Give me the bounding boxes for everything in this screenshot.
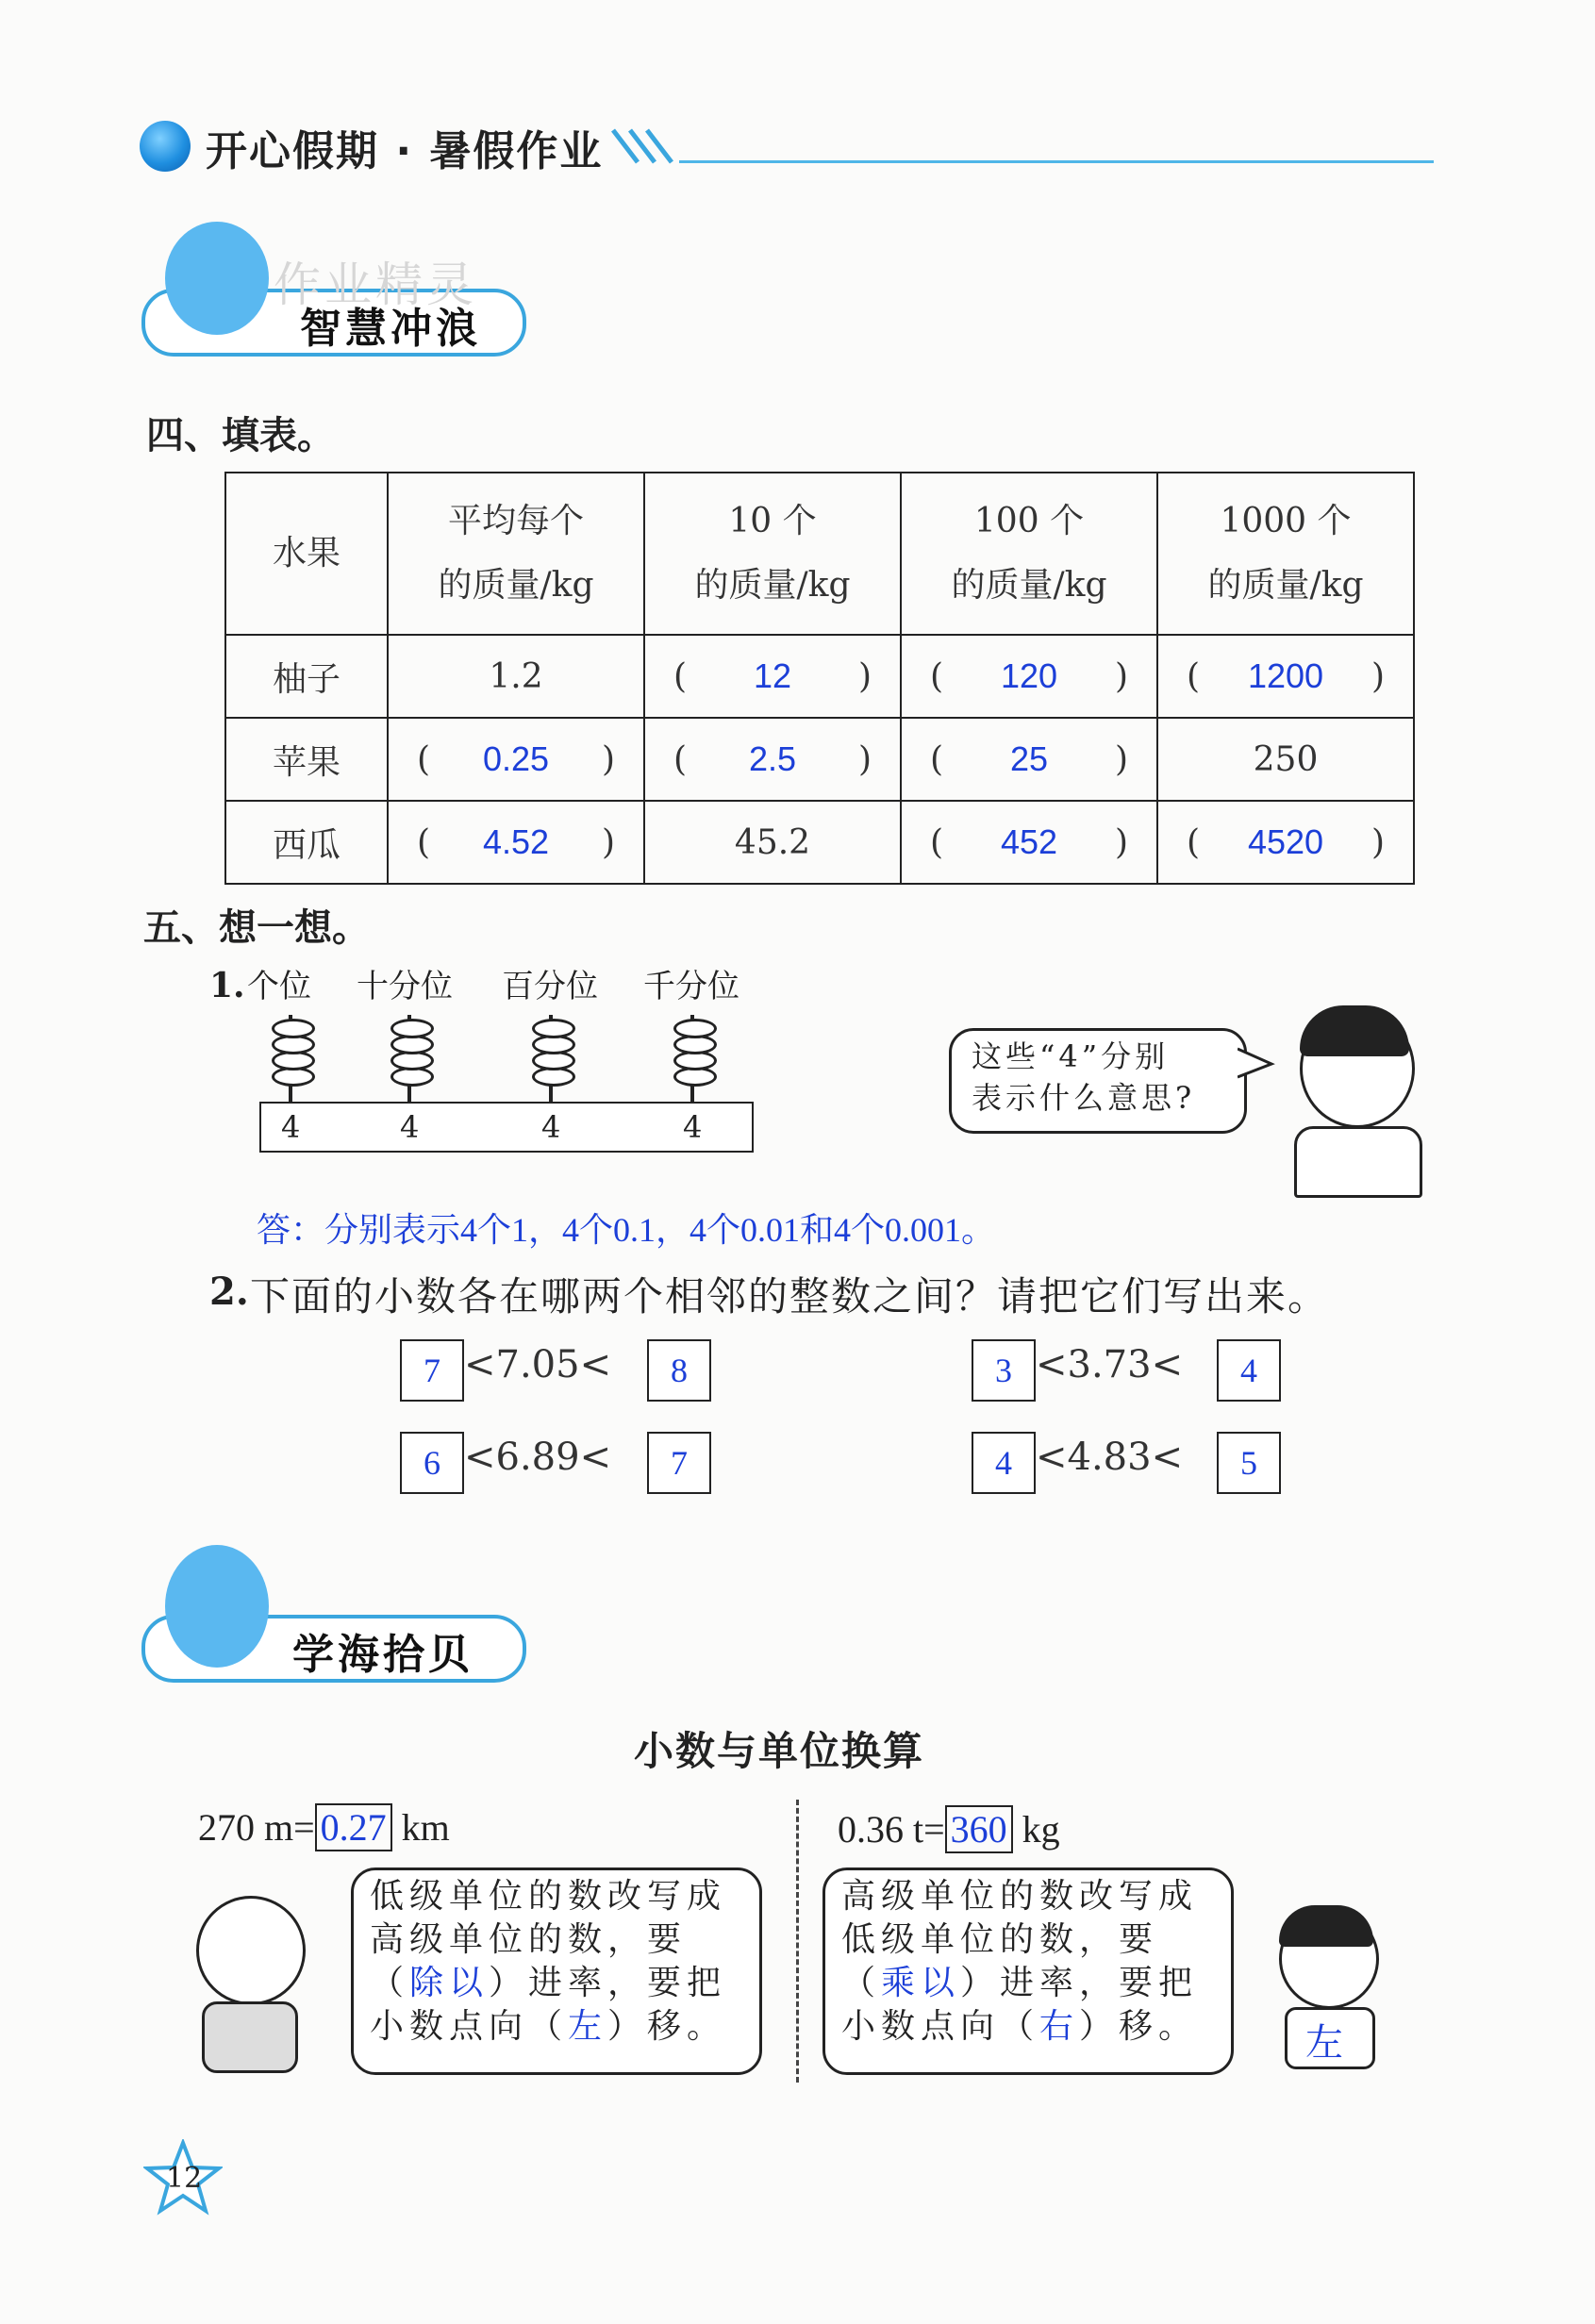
q5-heading: 五、想一想。	[143, 906, 370, 950]
answer-box[interactable]: 6	[400, 1432, 464, 1494]
place-label: 千分位	[643, 968, 739, 1005]
abacus-digit: 4	[683, 1109, 703, 1145]
place-label: 十分位	[357, 968, 453, 1005]
page-header-title: 开心假期 · 暑假作业	[206, 127, 604, 175]
answer-box[interactable]: 0.27	[315, 1803, 392, 1851]
header-bullet-icon	[140, 121, 191, 172]
answer-text: 452	[1000, 822, 1058, 861]
bear-mascot-icon	[165, 1545, 269, 1668]
section-badge-wisdom-label: 智慧冲浪	[300, 305, 481, 353]
answer-box[interactable]: 7	[647, 1432, 711, 1494]
answer-text: 4.52	[482, 822, 550, 861]
abacus-bead	[272, 1019, 315, 1038]
q4-heading: 四、填表。	[146, 414, 335, 457]
table-header-cell: 1000 个 的质量/kg	[1157, 473, 1414, 635]
abacus-bead	[532, 1019, 575, 1038]
answer-box[interactable]: 360	[945, 1805, 1013, 1853]
header-rule	[679, 160, 1434, 163]
table-cell: 45.2	[644, 801, 901, 884]
table-row	[225, 635, 1414, 718]
header-stripes-icon	[609, 123, 685, 170]
answer-box[interactable]: 8	[647, 1339, 711, 1402]
inequality-text: <3.73<	[1036, 1343, 1184, 1386]
table-row	[225, 718, 1414, 801]
q5-p1-number: 1.	[209, 966, 245, 1005]
inequality-text: <4.83<	[1036, 1436, 1184, 1479]
answer-box[interactable]: 4	[972, 1432, 1036, 1494]
girl-cartoon-icon	[196, 1896, 306, 2005]
abacus-base	[259, 1102, 754, 1153]
section-badge-learn-label: 学海拾贝	[292, 1631, 474, 1679]
abacus-digit: 4	[281, 1109, 301, 1145]
abacus-bead	[673, 1019, 717, 1038]
boy-hair-icon	[1300, 1005, 1409, 1056]
answer-text: 120	[1000, 656, 1058, 695]
row-label: 西瓜	[225, 801, 388, 884]
table-cell[interactable]: ( 1200 )	[1157, 635, 1414, 718]
answer-text: 0.25	[482, 739, 550, 778]
place-label: 个位	[247, 968, 311, 1005]
table-cell[interactable]: ( 452 )	[901, 801, 1157, 884]
inequality-text: <7.05<	[464, 1343, 612, 1386]
table-header-cell: 水果	[225, 473, 388, 635]
answer-box[interactable]: 5	[1217, 1432, 1281, 1494]
answer-text: 25	[1009, 739, 1049, 778]
table-cell[interactable]: ( 25 )	[901, 718, 1157, 801]
speech-bubble-tail	[1238, 1045, 1275, 1083]
abacus-digit: 4	[400, 1109, 420, 1145]
abacus-bead	[390, 1019, 434, 1038]
q5-p2-number: 2.	[209, 1270, 249, 1314]
watermark-text: 作业精灵	[274, 257, 477, 312]
table-header-cell: 100 个 的质量/kg	[901, 473, 1157, 635]
answer-box[interactable]: 4	[1217, 1339, 1281, 1402]
table-cell[interactable]: ( 12 )	[644, 635, 901, 718]
page-number: 12	[166, 2162, 203, 2195]
abacus-digit: 4	[541, 1109, 561, 1145]
table-cell[interactable]: ( 0.25 )	[388, 718, 644, 801]
table-cell[interactable]: ( 4520 )	[1157, 801, 1414, 884]
boy-hair-icon	[1279, 1905, 1373, 1947]
boy-body-icon	[1294, 1126, 1422, 1198]
conversion-left: 270 m= 0.27 km	[198, 1803, 450, 1851]
table-cell[interactable]: ( 120 )	[901, 635, 1157, 718]
answer-box[interactable]: 3	[972, 1339, 1036, 1402]
divider	[796, 1800, 799, 2083]
row-label: 苹果	[225, 718, 388, 801]
table-header-cell: 10 个 的质量/kg	[644, 473, 901, 635]
table-cell[interactable]: ( 4.52 )	[388, 801, 644, 884]
table-cell[interactable]: ( 2.5 )	[644, 718, 901, 801]
answer-text: 4520	[1247, 822, 1324, 861]
tip-text-left: 低级单位的数改写成 高级单位的数，要 （除以）进率，要把 小数点向（左）移。	[370, 1877, 727, 2046]
bear-mascot-icon	[165, 222, 269, 335]
table-header-row	[225, 473, 1414, 635]
conversion-right: 0.36 t= 360 kg	[838, 1805, 1060, 1853]
stray-answer-text: 左	[1305, 2021, 1343, 2064]
tip-text-right: 高级单位的数改写成 低级单位的数，要 （乘以）进率，要把 小数点向（右）移。	[841, 1877, 1199, 2046]
learn-title: 小数与单位换算	[634, 1728, 925, 1774]
table-cell: 1.2	[388, 635, 644, 718]
table-row	[225, 801, 1414, 884]
table-cell: 250	[1157, 718, 1414, 801]
fill-table	[224, 472, 1415, 885]
answer-box[interactable]: 7	[400, 1339, 464, 1402]
table-header-cell: 平均每个 的质量/kg	[388, 473, 644, 635]
speech-bubble-text: 这些“4”分别 表示什么意思?	[972, 1038, 1196, 1116]
inequality-text: <6.89<	[464, 1436, 612, 1479]
q5-p2-prompt: 下面的小数各在哪两个相邻的整数之间？请把它们写出来。	[250, 1276, 1330, 1320]
answer-text: 1200	[1247, 656, 1324, 695]
answer-text: 2.5	[748, 739, 797, 778]
girl-body-icon	[202, 2001, 298, 2073]
row-label: 柚子	[225, 635, 388, 718]
answer-text: 12	[753, 656, 792, 695]
place-label: 百分位	[502, 968, 598, 1005]
q5-p1-answer: 答：分别表示4个1，4个0.1，4个0.01和4个0.001。	[257, 1211, 996, 1249]
